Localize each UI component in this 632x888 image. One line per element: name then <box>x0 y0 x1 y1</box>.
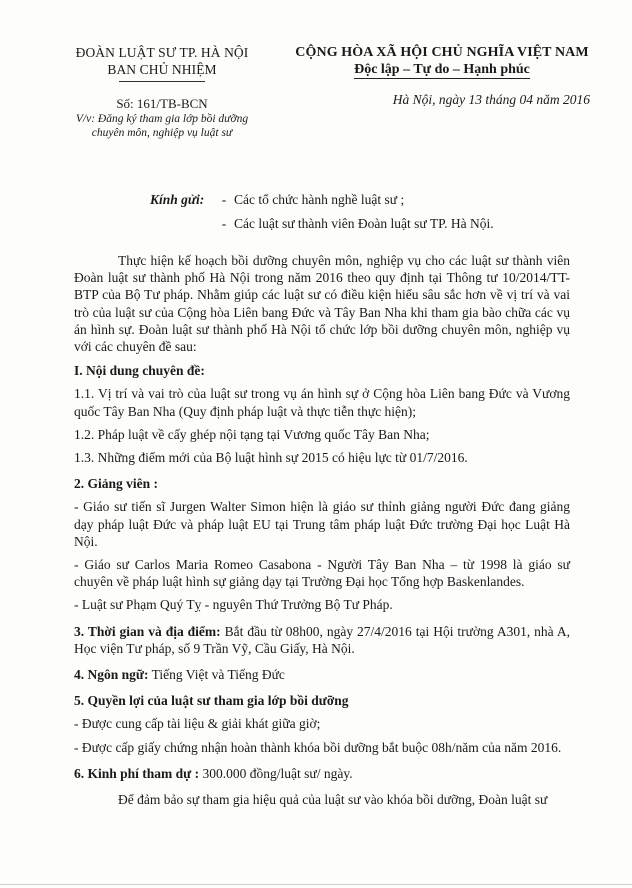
section-3-title: 3. Thời gian và địa điểm: <box>74 623 221 639</box>
section-3 <box>74 623 570 657</box>
section-4-title: 4. Ngôn ngữ: <box>74 667 149 683</box>
section-1-item: 1.3. Những điểm mới của Bộ luật hình sự 2015 có hiệu lực từ 01/7/2016. <box>74 450 468 466</box>
national-header <box>272 44 612 108</box>
issuer-block <box>62 44 262 140</box>
recipients-label: Kính gửi: <box>150 192 205 207</box>
section-6 <box>74 765 570 782</box>
issuer-department: BAN CHỦ NHIỆM <box>107 62 217 77</box>
section-3-text: Bắt đầu từ 08h00, ngày 27/4/2016 tại Hội trường A301, nhà A, Học viện Tư pháp, số 9 Trần Vỹ, Cầu Giấy, Hà Nội. <box>74 623 570 656</box>
recipient-item: Các tổ chức hành nghề luật sư ; <box>234 192 405 207</box>
issue-date: Hà Nội, ngày 13 tháng 04 năm 2016 <box>392 92 590 107</box>
recipient-row-2 <box>150 212 494 236</box>
recipients-block <box>150 188 494 236</box>
issuer-name: ĐOÀN LUẬT SƯ TP. HÀ NỘI <box>75 45 249 60</box>
section-2-title: 2. Giảng viên : <box>74 476 159 492</box>
document-number: Số: 161/TB-BCN <box>116 96 208 111</box>
lecturer-item: - Luật sư Phạm Quý Tỵ - nguyên Thứ Trưởng Bộ Tư Pháp. <box>74 597 393 613</box>
section-1-title: I. Nội dung chuyên đề: <box>74 363 205 379</box>
issuer-underline <box>119 81 205 82</box>
recipient-dash-1: - <box>221 192 227 207</box>
section-5-title: 5. Quyền lợi của luật sư tham gia lớp bồi dưỡng <box>74 693 349 709</box>
recipient-dash-2: - <box>221 216 227 231</box>
document-subject: V/v: Đăng ký tham gia lớp bồi dưỡng chuyên môn, nghiệp vụ luật sư <box>75 113 249 139</box>
section-1-item: 1.1. Vị trí và vai trò của luật sư trong vụ án hình sự ở Cộng hòa Liên bang Đức và Vương quốc Tây Ban Nha (Quy định pháp luật và thực tiễn thực hiện); <box>74 386 570 419</box>
recipient-item: Các luật sư thành viên Đoàn luật sư TP. Hà Nội. <box>234 216 494 231</box>
section-4 <box>74 666 570 683</box>
national-motto: Độc lập – Tự do – Hạnh phúc <box>354 62 530 77</box>
lecturer-item: - Giáo sư Carlos Maria Romeo Casabona - Người Tây Ban Nha – từ 1998 là giáo sư chuyên về pháp luật hình sự giảng dạy tại Trường Đại học Tổng hợp Baskenlandes. <box>74 557 570 590</box>
section-4-text: Tiếng Việt và Tiếng Đức <box>148 667 285 683</box>
recipient-row-1 <box>150 188 494 212</box>
national-motto-line <box>272 61 612 78</box>
page-edge-line <box>0 884 632 885</box>
section-6-title: 6. Kinh phí tham dự : <box>74 765 200 781</box>
benefit-item: - Được cung cấp tài liệu & giải khát giữa giờ; <box>74 716 321 732</box>
benefit-item: - Được cấp giấy chứng nhận hoàn thành khóa bồi dưỡng bắt buộc 08h/năm của năm 2016. <box>74 739 562 755</box>
lecturer-item: - Giáo sư tiến sĩ Jurgen Walter Simon hiện là giáo sư thỉnh giảng người Đức đang giảng dạy pháp luật Đức và pháp luật EU tại Trung tâm pháp luật Đức trường Đại học Luật Hà Nội. <box>74 499 570 549</box>
section-6-text: 300.000 đồng/luật sư/ ngày. <box>199 765 353 781</box>
closing-paragraph: Để đảm bảo sự tham gia hiệu quả của luật sư vào khóa bồi dưỡng, Đoàn luật sư <box>118 792 548 808</box>
section-1-item: 1.2. Pháp luật về cấy ghép nội tạng tại Vương quốc Tây Ban Nha; <box>74 426 430 442</box>
document-body <box>74 252 570 808</box>
country-name: CỘNG HÒA XÃ HỘI CHỦ NGHĨA VIỆT NAM <box>295 45 589 60</box>
intro-paragraph: Thực hiện kế hoạch bồi dưỡng chuyên môn, nghiệp vụ cho các luật sư thành viên Đoàn luật sư thành phố Hà Nội trong năm 2016 theo quy định tại Thông tư 10/2014/TT-BTP của Bộ Tư pháp. Nhằm giúp các luật sư có điều kiện hiểu sâu sắc hơn về vị trí và vai trò của luật sư của Cộng hòa Liên bang Đức và Tây Ban Nha khi tham gia bào chữa các vụ án hình sự. Đoàn luật sư thành phố Hà Nội tổ chức lớp bồi dưỡng chuyên môn, nghiệp vụ với các chuyên đề sau: <box>74 253 570 355</box>
